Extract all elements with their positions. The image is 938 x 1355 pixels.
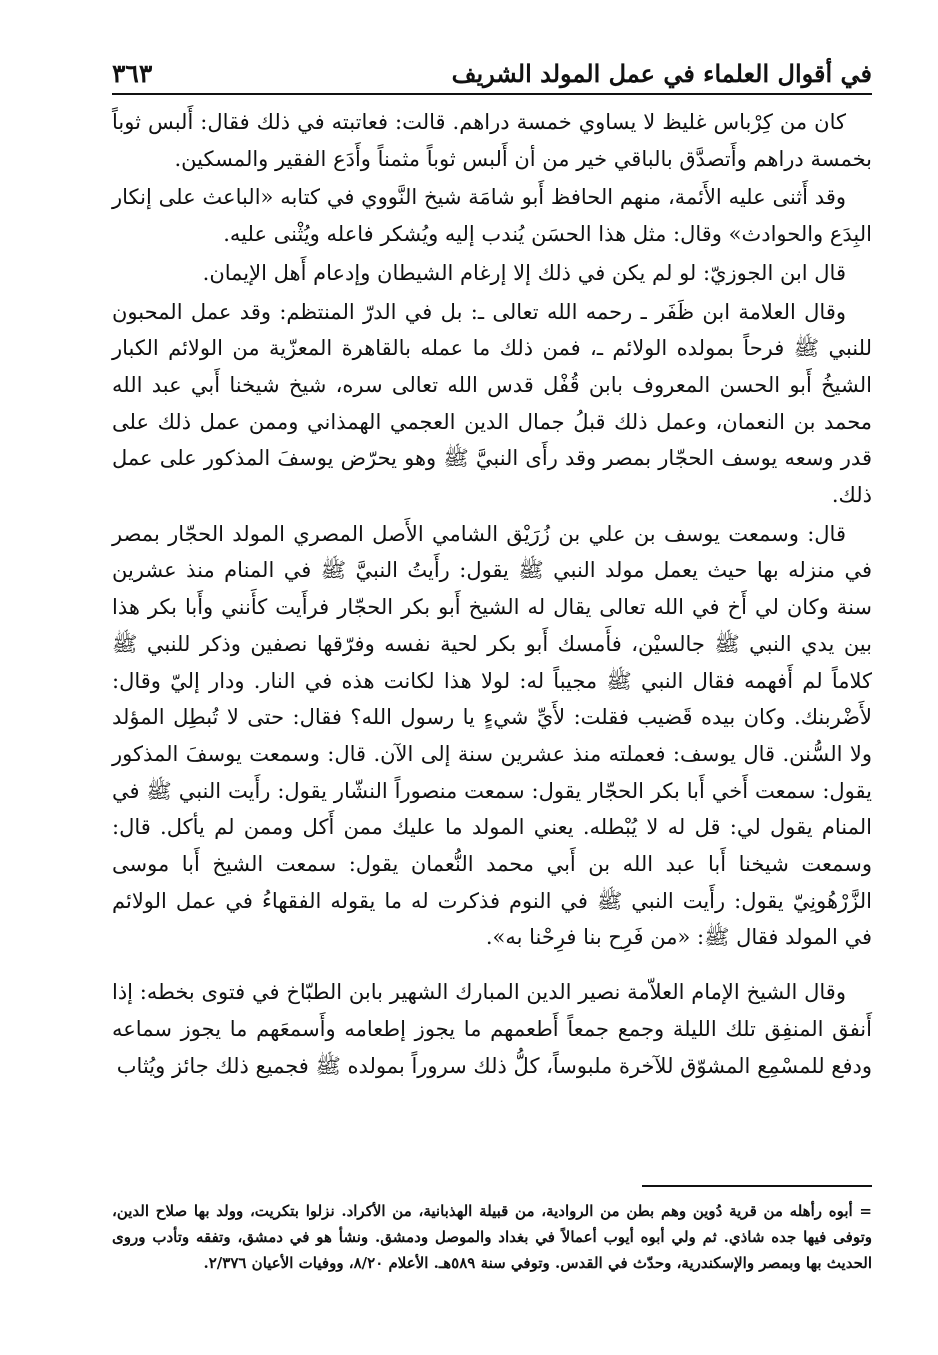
running-head: في أقوال العلماء في عمل المولد الشريف xyxy=(451,59,872,88)
footnote-1: = أبوه رأهله من قرية دُوين وهم بطن من الروادية، من قبيلة الهذبانية، من الأكراد. نزلوا بتكريت، وولد بها صلاح الدين، وتوفى فيها جده شاذي. ثم ولي أبوه أيوب أعمالاً في بغداد والموصل ودمشق. ونشأ هو في دمشق، وتفقه وتأدب وروى الحديث بها وبمصر والإسكندرية، وحدّث في القدس. وتوفي سنة ٥٨٩هـ. الأعلام ٨/٢٠، ووفيات الأعيان ٢/٣٧٦. xyxy=(112,1202,872,1272)
page-header xyxy=(112,44,872,94)
paragraph-3: قال ابن الجوزيّ: لو لم يكن في ذلك إلا إرغام الشيطان وإدعام أَهل الإيمان. xyxy=(202,260,846,285)
footnotes xyxy=(112,1198,872,1276)
body-text xyxy=(112,104,872,1084)
paragraph-6: وقال الشيخ الإمام العلاّمة نصير الدين المبارك الشهير بابن الطبّاخ في فتوى بخطه: إذا أَنفق المنفِق تلك الليلة وجمع جمعاً أَطعمهم ما يجوز إطعامه وأَسمعَهم ما يجوز سماعه ودفع للمسْمِع المشوّق للآخرة ملبوساً، كلُّ ذلك سروراً بمولده ﷺ فجميع ذلك جائز ويُثاب xyxy=(112,980,872,1078)
header-rule xyxy=(112,93,872,95)
footnote-rule xyxy=(642,1185,872,1187)
paragraph-1: كان من كِرْباس غليظ لا يساوي خمسة دراهم. قالت: فعاتبته في ذلك فقال: أَلبس ثوباً بخمسة دراهم وأَتصدَّق بالباقي خير من أن أَلبس ثوباً مثمناً وأَدَع الفقير والمسكين. xyxy=(112,110,872,171)
page-number: ٣٦٣ xyxy=(112,59,153,88)
paragraph-2: وقد أَثنى عليه الأَئمة، منهم الحافظ أَبو شامَة شيخ النَّووي في كتابه «الباعث على إنكار البِدَع والحوادث» وقال: مثل هذا الحسَن يُندب إليه ويُشكر فاعله ويُثْنى عليه. xyxy=(112,185,872,247)
paragraph-5: قال: وسمعت يوسف بن علي بن زُرَيْق الشامي الأَصل المصري المولد الحجّار بمصر في منزله بها حيث يعمل مولد النبي ﷺ يقول: رأَيتُ النبيَّ ﷺ في المنام منذ عشرين سنة وكان لي أَخ في الله تعالى يقال له الشيخ أَبو بكر الحجّار فرأَيت كأَنني وأَبا بكر هذا بين يدي النبي ﷺ جالسيْن، فأَمسك أَبو بكر لحية نفسه وفرّقها نصفين وذكر للنبي ﷺ كلاماً لم أَفهمه فقال النبي ﷺ مجيباً له: لولا هذا لكانت هذه في النار. ودار إليّ وقال: لأَضْربنك. وكان بيده قَضيب فقلت: لأَيِّ شيءٍ يا رسول الله؟ فقال: حتى لا تُبطِل المؤلد ولا السُّنن. قال يوسف: فعملته منذ عشرين سنة إلى الآن. قال: وسمعت يوسفَ المذكور يقول: سمعت أَخي أَبا بكر الحجّار يقول: سمعت منصوراً النشّار يقول: رأَيت النبي ﷺ في المنام يقول لي: قل له لا يُبْطله. يعني المولد ما عليك ممن أَكل وممن لم يأكل. قال: وسمعت شيخنا أَبا عبد الله بن أَبي محمد النُّعمان يقول: سمعت الشيخ أَبا موسى الزَّرْهُونِيّ يقول: رأَيت النبي ﷺ في النوم فذكرت له ما يقوله الفقهاءُ في عمل الولائم في المولد فقال ﷺ: «من فَرِح بنا فرِحْنا به». xyxy=(112,521,872,950)
paragraph-4: وقال العلامة ابن ظَفَر ـ رحمه الله تعالى ـ: بل في الدرّ المنتظم: وقد عمل المحبون للنبي ﷺ فرحاً بمولده الولائم ـ، فمن ذلك ما عمله بالقاهرة المعزّية من الولائم الكبار الشيخُ أَبو الحسن المعروف بابن قُفْل قدس الله تعالى سره، شيخ شيخنا أَبي عبد الله محمد بن النعمان، وعمل ذلك قبلُ جمال الدين العجمي الهمذاني وممن عمل ذلك على قدر وسعه يوسف الحجّار بمصر وقد رأَى النبيَّ ﷺ وهو يحرّض يوسفَ المذكور على عمل ذلك. xyxy=(112,299,872,508)
